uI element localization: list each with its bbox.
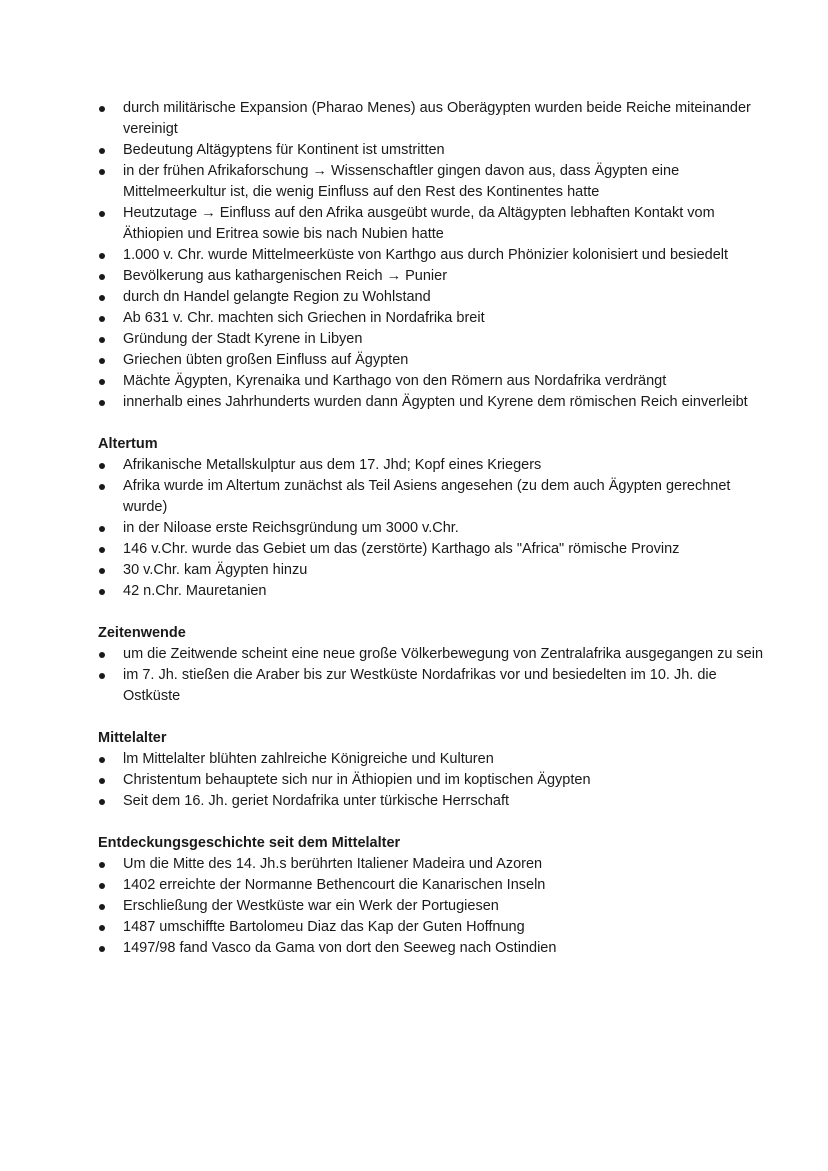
section-altertum <box>98 434 768 602</box>
list-item: im 7. Jh. stießen die Araber bis zur Westküste Nordafrikas vor und besiedelten im 10. Jh. die Ostküste <box>98 665 768 707</box>
section-heading: Mittelalter <box>98 730 167 746</box>
bullet-list <box>98 644 768 707</box>
list-item: Seit dem 16. Jh. geriet Nordafrika unter türkische Herrschaft <box>98 791 768 812</box>
list-item: durch dn Handel gelangte Region zu Wohlstand <box>98 287 768 308</box>
list-item: 146 v.Chr. wurde das Gebiet um das (zerstörte) Karthago als "Africa" römische Provinz <box>98 539 768 560</box>
list-item: Gründung der Stadt Kyrene in Libyen <box>98 329 768 350</box>
list-item: innerhalb eines Jahrhunderts wurden dann Ägypten und Kyrene dem römischen Reich einverleibt <box>98 392 768 413</box>
list-item: Ab 631 v. Chr. machten sich Griechen in Nordafrika breit <box>98 308 768 329</box>
section-zeitenwende <box>98 623 768 707</box>
list-item: 30 v.Chr. kam Ägypten hinzu <box>98 560 768 581</box>
list-item: Um die Mitte des 14. Jh.s berührten Italiener Madeira und Azoren <box>98 854 768 875</box>
list-item: in der Niloase erste Reichsgründung um 3000 v.Chr. <box>98 518 768 539</box>
bullet-list <box>98 455 768 602</box>
list-item: 42 n.Chr. Mauretanien <box>98 581 768 602</box>
list-item: Bevölkerung aus kathargenischen Reich → Punier <box>98 266 768 287</box>
section-heading: Zeitenwende <box>98 625 186 641</box>
list-item: Heutzutage → Einfluss auf den Afrika ausgeübt wurde, da Altägypten lebhaften Kontakt vom Äthiopien und Eritrea sowie bis nach Nubien hatte <box>98 203 768 245</box>
list-item: 1497/98 fand Vasco da Gama von dort den Seeweg nach Ostindien <box>98 938 768 959</box>
list-item: lm Mittelalter blühten zahlreiche Königreiche und Kulturen <box>98 749 768 770</box>
section-heading: Altertum <box>98 436 158 452</box>
list-item: Erschließung der Westküste war ein Werk der Portugiesen <box>98 896 768 917</box>
bullet-list <box>98 98 768 413</box>
bullet-list <box>98 749 768 812</box>
list-item: 1487 umschiffte Bartolomeu Diaz das Kap der Guten Hoffnung <box>98 917 768 938</box>
list-item: in der frühen Afrikaforschung → Wissenschaftler gingen davon aus, dass Ägypten eine Mittelmeerkultur ist, die wenig Einfluss auf den Rest des Kontinentes hatte <box>98 161 768 203</box>
section-intro <box>98 98 768 413</box>
list-item: um die Zeitwende scheint eine neue große Völkerbewegung von Zentralafrika ausgegangen zu sein <box>98 644 768 665</box>
list-item: Mächte Ägypten, Kyrenaika und Karthago von den Römern aus Nordafrika verdrängt <box>98 371 768 392</box>
bullet-list <box>98 854 768 959</box>
section-mittelalter <box>98 728 768 812</box>
list-item: Christentum behauptete sich nur in Äthiopien und im koptischen Ägypten <box>98 770 768 791</box>
section-entdeckungsgeschichte <box>98 833 768 959</box>
list-item: Griechen übten großen Einfluss auf Ägypten <box>98 350 768 371</box>
section-heading: Entdeckungsgeschichte seit dem Mittelalter <box>98 835 401 851</box>
list-item: 1.000 v. Chr. wurde Mittelmeerküste von Karthgo aus durch Phönizier kolonisiert und besiedelt <box>98 245 768 266</box>
list-item: Afrikanische Metallskulptur aus dem 17. Jhd; Kopf eines Kriegers <box>98 455 768 476</box>
list-item: 1402 erreichte der Normanne Bethencourt die Kanarischen Inseln <box>98 875 768 896</box>
list-item: durch militärische Expansion (Pharao Menes) aus Oberägypten wurden beide Reiche miteinander vereinigt <box>98 98 768 140</box>
list-item: Afrika wurde im Altertum zunächst als Teil Asiens angesehen (zu dem auch Ägypten gerechnet wurde) <box>98 476 768 518</box>
list-item: Bedeutung Altägyptens für Kontinent ist umstritten <box>98 140 768 161</box>
